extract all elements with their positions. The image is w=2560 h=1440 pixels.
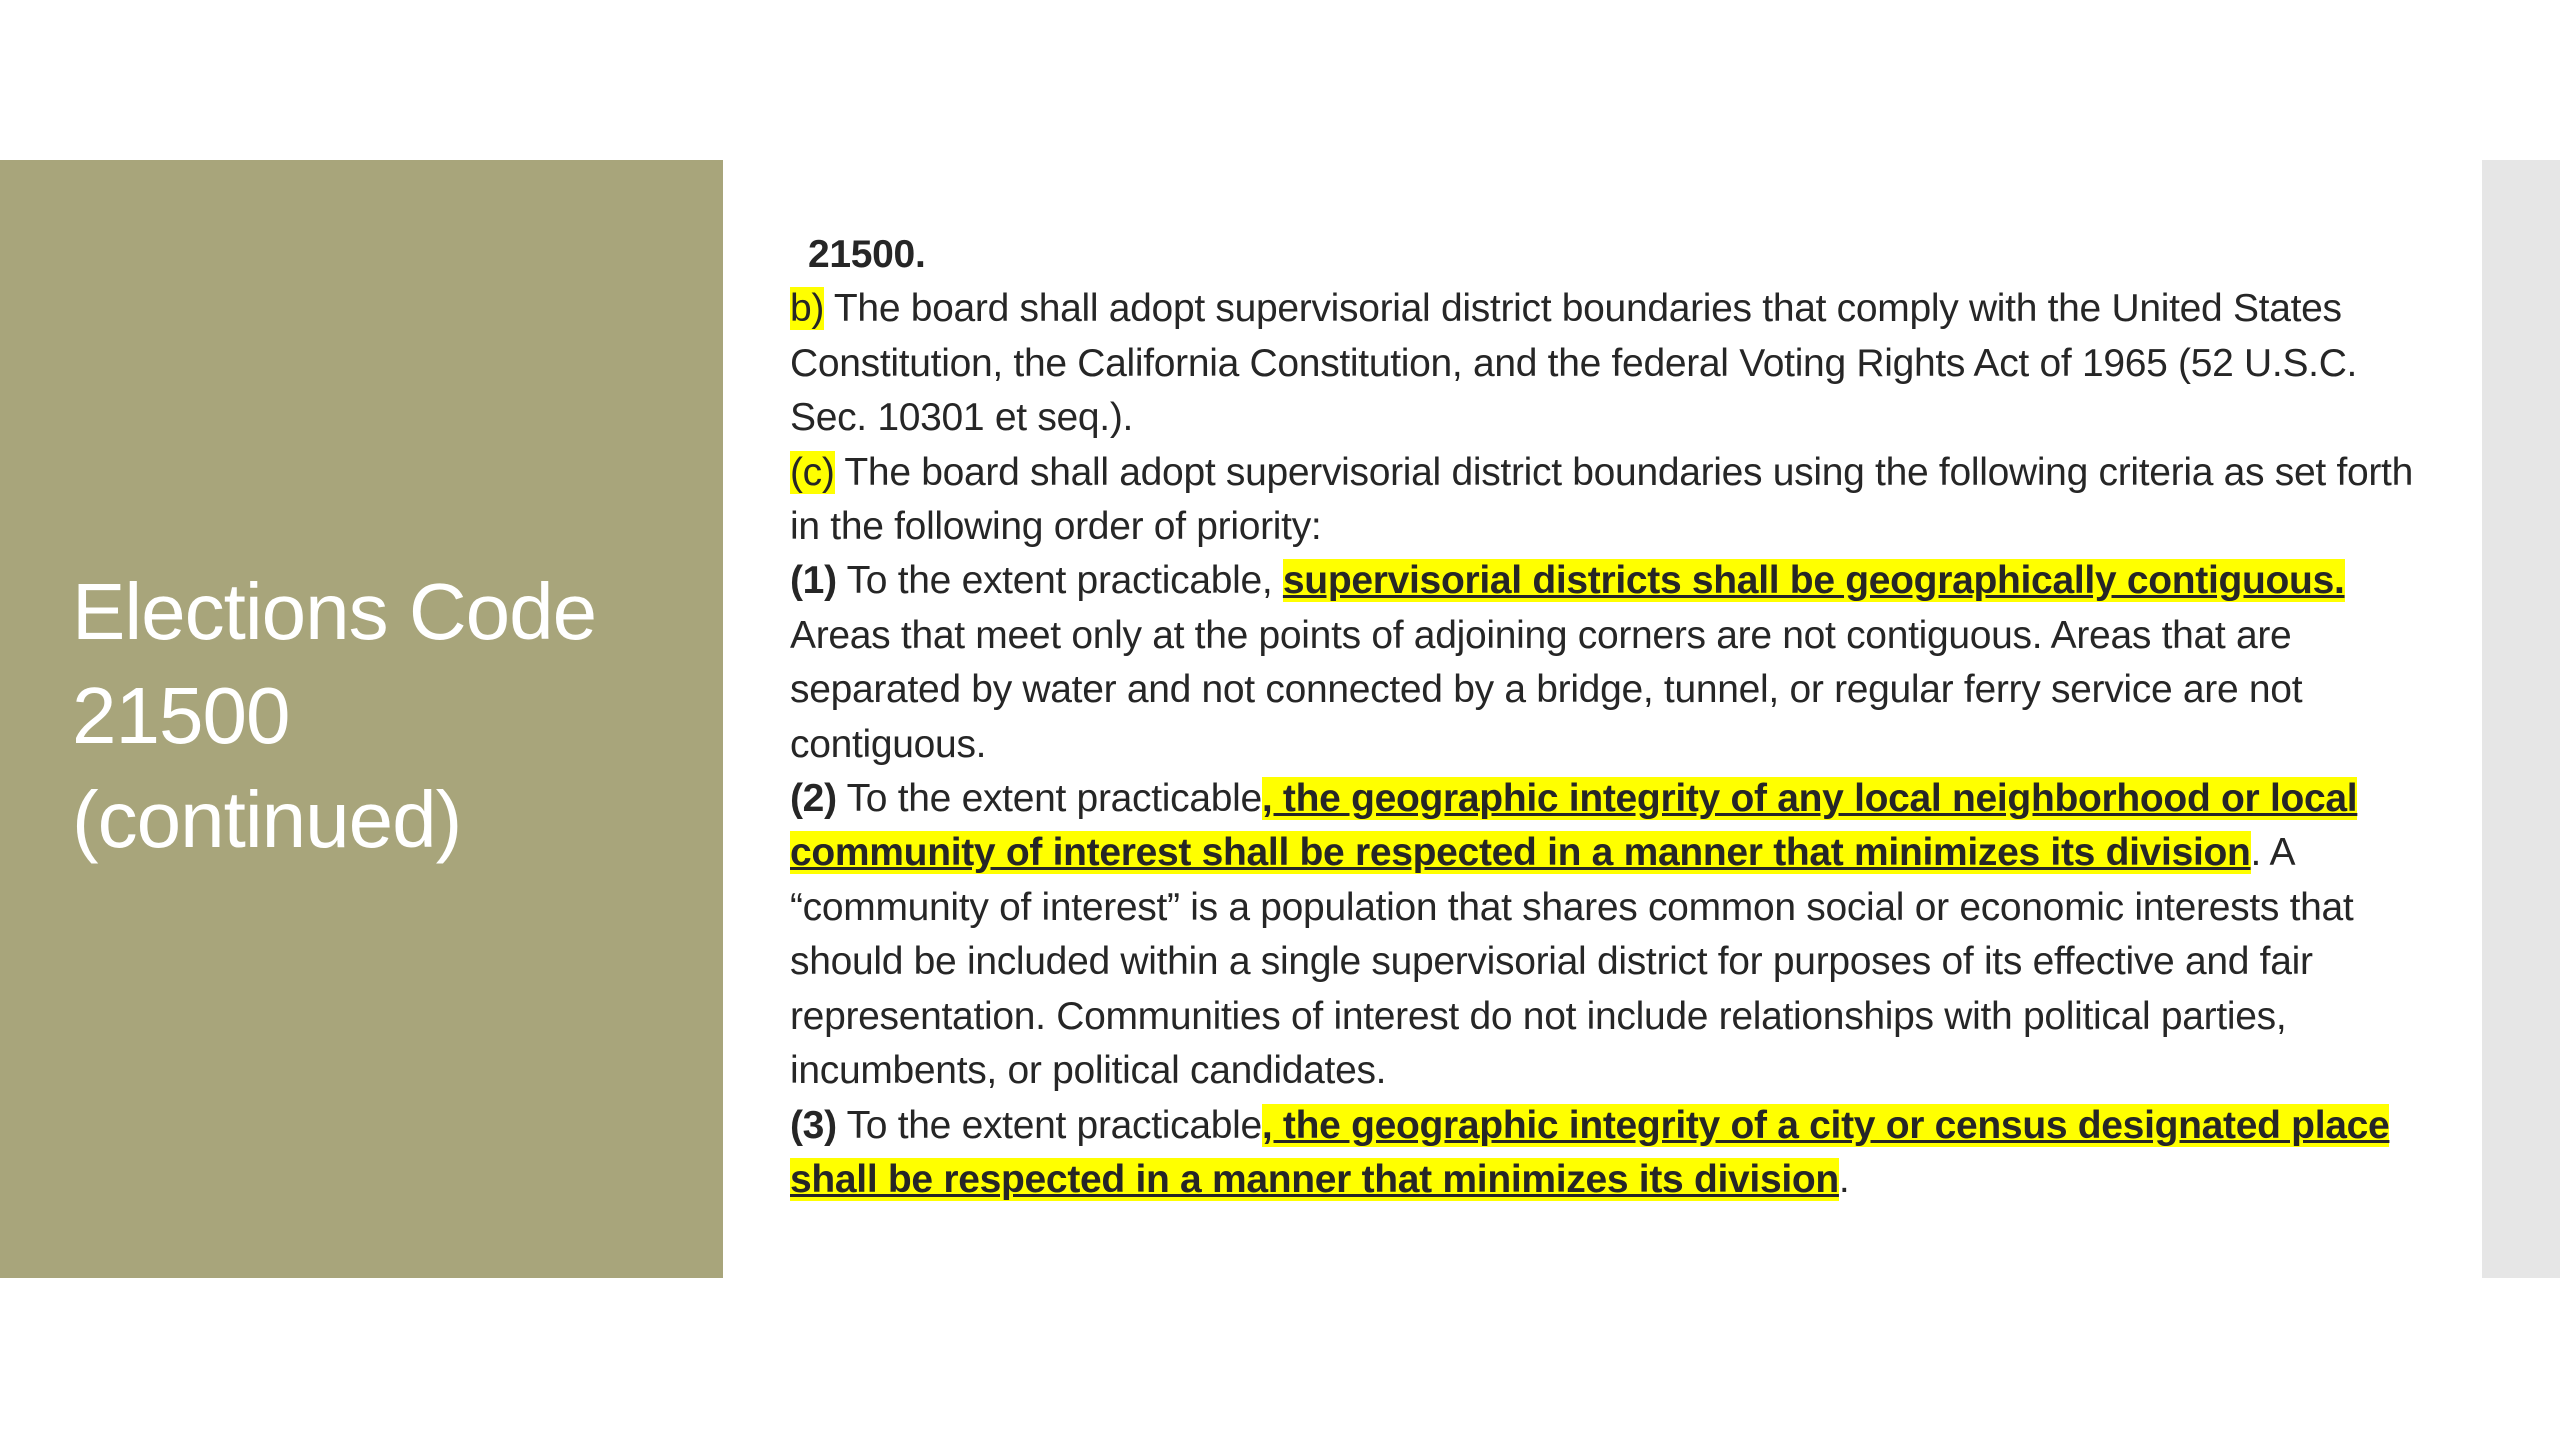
paragraph-b-text: The board shall adopt supervisorial district boundaries that comply with the United States Constitution, the California Constitution, and the federal Voting Rights Act of 1965 (52 U.S.C. Sec. 10301 et seq.). <box>790 287 2358 440</box>
criterion-2-highlight: , the geographic integrity of any local neighborhood or local community of interest shall be respected in a manner that minimizes its division <box>790 777 2358 875</box>
paragraph-c <box>790 446 2415 555</box>
criterion-2-lead: To the extent practicable <box>836 777 1262 821</box>
title-line-2: 21500 <box>72 671 290 760</box>
title-line-1: Elections Code <box>72 567 597 656</box>
criterion-1 <box>790 554 2415 772</box>
criterion-1-lead: To the extent practicable, <box>836 559 1283 603</box>
title-line-3: (continued) <box>72 775 462 864</box>
section-heading: 21500. <box>808 233 926 276</box>
statute-text-block <box>790 228 2415 1207</box>
paragraph-c-label: (c) <box>790 450 835 494</box>
criterion-3-lead: To the extent practicable <box>836 1103 1262 1147</box>
criterion-2-text: . A “community of interest” is a population that shares common social or economic interests that should be included within a single supervisorial district for purposes of its effective and fair representation. Communities of interest do not include relationships with political parties, incumbents, or political candidates. <box>790 831 2354 1093</box>
criterion-3-highlight: , the geographic integrity of a city or census designated place shall be respected in a manner that minimizes its division <box>790 1103 2390 1201</box>
criterion-3-text: . <box>1838 1157 1850 1201</box>
paragraph-b-label: b) <box>790 287 825 331</box>
slide-title <box>72 560 692 872</box>
paragraph-c-text: The board shall adopt supervisorial district boundaries using the following criteria as set forth in the following order of priority: <box>790 450 2413 549</box>
criterion-3-label: (3) <box>790 1103 837 1147</box>
criterion-2 <box>790 772 2415 1098</box>
criterion-1-text: Areas that meet only at the points of adjoining corners are not contiguous. Areas that are separated by water and not connected by a bridge, tunnel, or regular ferry service are not contiguous. <box>790 613 2303 766</box>
paragraph-b <box>790 282 2415 445</box>
criterion-2-label: (2) <box>790 777 837 821</box>
right-edge-strip <box>2482 160 2560 1278</box>
criterion-1-highlight: supervisorial districts shall be geographically contiguous. <box>1282 559 2345 603</box>
criterion-1-label: (1) <box>790 559 837 603</box>
criterion-3 <box>790 1099 2415 1208</box>
